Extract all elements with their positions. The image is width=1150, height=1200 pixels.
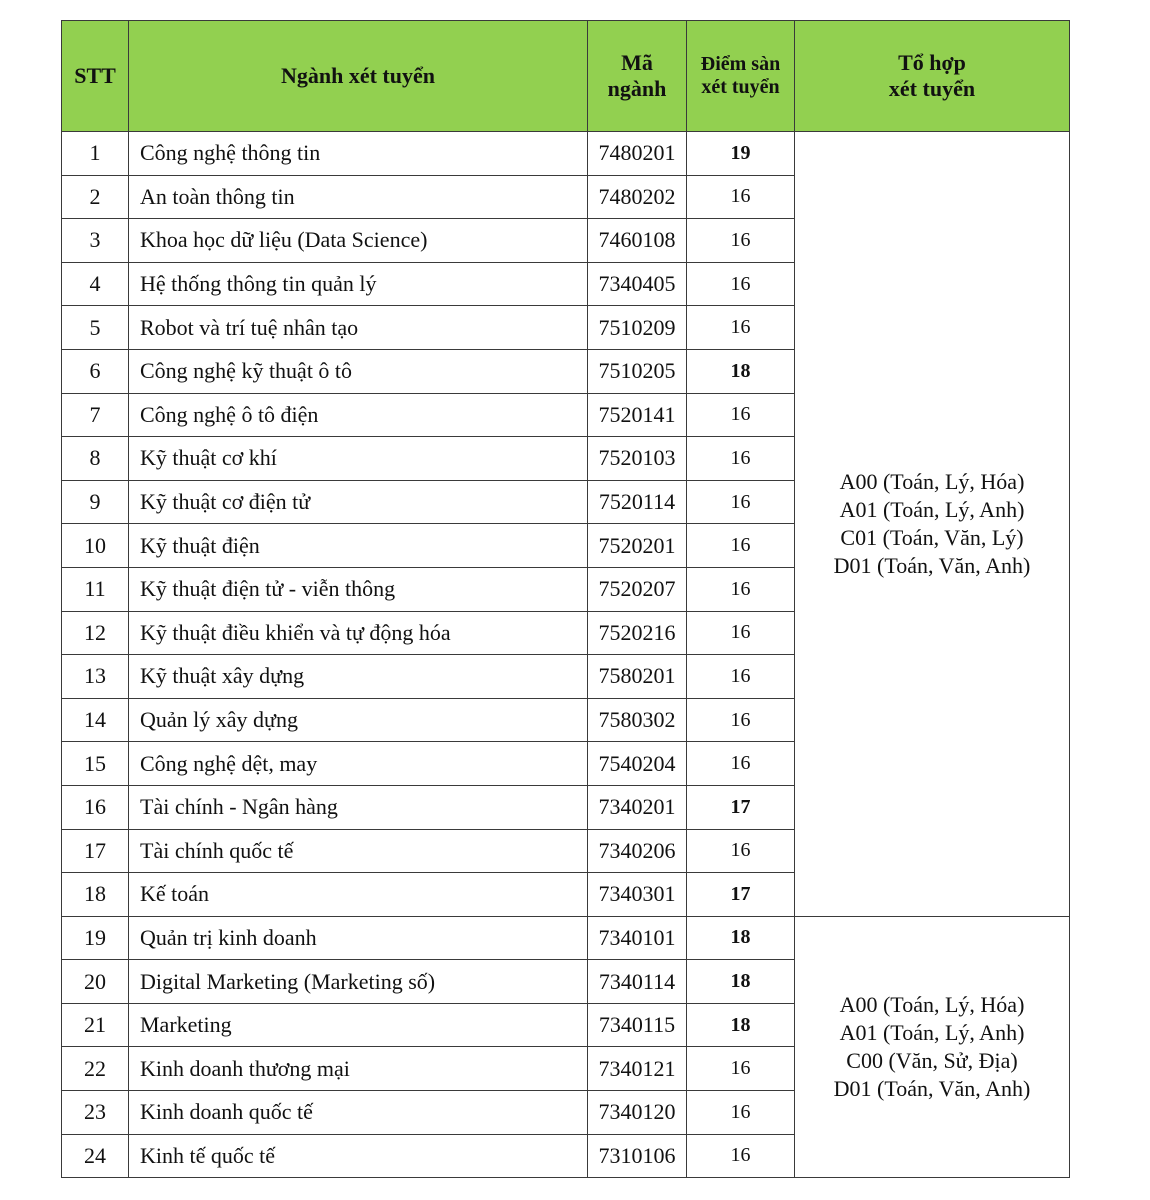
header-major: Ngành xét tuyển <box>129 21 588 132</box>
stt-cell: 4 <box>62 262 129 306</box>
combo-line: A01 (Toán, Lý, Anh) <box>839 1019 1025 1045</box>
stt-cell: 9 <box>62 480 129 524</box>
score-cell: 16 <box>687 1134 795 1178</box>
combo-line: A00 (Toán, Lý, Hóa) <box>839 991 1025 1017</box>
score-cell: 16 <box>687 829 795 873</box>
code-cell: 7340101 <box>588 916 687 960</box>
major-cell: Tài chính - Ngân hàng <box>129 785 588 829</box>
major-cell: Kỹ thuật cơ khí <box>129 437 588 481</box>
major-cell: Công nghệ ô tô điện <box>129 393 588 437</box>
stt-cell: 2 <box>62 175 129 219</box>
score-cell: 16 <box>687 219 795 263</box>
stt-cell: 17 <box>62 829 129 873</box>
code-cell: 7480202 <box>588 175 687 219</box>
stt-cell: 21 <box>62 1003 129 1047</box>
score-cell: 16 <box>687 175 795 219</box>
code-cell: 7520114 <box>588 480 687 524</box>
code-cell: 7340301 <box>588 873 687 917</box>
score-cell: 18 <box>687 960 795 1004</box>
major-cell: Kinh tế quốc tế <box>129 1134 588 1178</box>
header-combo <box>795 21 1070 132</box>
header-score <box>687 21 795 132</box>
stt-cell: 13 <box>62 655 129 699</box>
score-cell: 16 <box>687 262 795 306</box>
header-code <box>588 21 687 132</box>
code-cell: 7340201 <box>588 785 687 829</box>
code-cell: 7520216 <box>588 611 687 655</box>
code-cell: 7510209 <box>588 306 687 350</box>
major-cell: Quản lý xây dựng <box>129 698 588 742</box>
combo-cell <box>795 916 1070 1178</box>
admissions-table <box>61 20 1070 1178</box>
score-cell: 16 <box>687 655 795 699</box>
major-cell: Marketing <box>129 1003 588 1047</box>
major-cell: Robot và trí tuệ nhân tạo <box>129 306 588 350</box>
combo-line: D01 (Toán, Văn, Anh) <box>833 552 1031 578</box>
score-cell: 19 <box>687 132 795 176</box>
code-cell: 7340121 <box>588 1047 687 1091</box>
code-cell: 7520201 <box>588 524 687 568</box>
major-cell: Kỹ thuật cơ điện tử <box>129 480 588 524</box>
score-cell: 18 <box>687 916 795 960</box>
header-row <box>62 21 1070 132</box>
header-code-line: ngành <box>607 76 667 101</box>
combo-line: A01 (Toán, Lý, Anh) <box>839 496 1025 522</box>
code-cell: 7480201 <box>588 132 687 176</box>
score-cell: 16 <box>687 1091 795 1135</box>
major-cell: Công nghệ thông tin <box>129 132 588 176</box>
major-cell: Kinh doanh quốc tế <box>129 1091 588 1135</box>
score-cell: 16 <box>687 480 795 524</box>
major-cell: Kỹ thuật điện <box>129 524 588 568</box>
score-cell: 16 <box>687 393 795 437</box>
score-cell: 17 <box>687 785 795 829</box>
major-cell: Digital Marketing (Marketing số) <box>129 960 588 1004</box>
code-cell: 7340405 <box>588 262 687 306</box>
major-cell: Công nghệ kỹ thuật ô tô <box>129 349 588 393</box>
major-cell: Quản trị kinh doanh <box>129 916 588 960</box>
stt-cell: 6 <box>62 349 129 393</box>
code-cell: 7580302 <box>588 698 687 742</box>
score-cell: 16 <box>687 524 795 568</box>
major-cell: Kỹ thuật xây dựng <box>129 655 588 699</box>
major-cell: Tài chính quốc tế <box>129 829 588 873</box>
stt-cell: 7 <box>62 393 129 437</box>
table-body <box>62 132 1070 1178</box>
header-score-line: xét tuyển <box>701 76 780 98</box>
table-row <box>62 132 1070 176</box>
combo-line: C01 (Toán, Văn, Lý) <box>840 524 1024 550</box>
code-cell: 7310106 <box>588 1134 687 1178</box>
stt-cell: 12 <box>62 611 129 655</box>
header-combo-line: xét tuyển <box>888 76 976 101</box>
major-cell: Kỹ thuật điện tử - viễn thông <box>129 567 588 611</box>
stt-cell: 10 <box>62 524 129 568</box>
stt-cell: 8 <box>62 437 129 481</box>
stt-cell: 14 <box>62 698 129 742</box>
code-cell: 7520207 <box>588 567 687 611</box>
score-cell: 18 <box>687 1003 795 1047</box>
score-cell: 16 <box>687 437 795 481</box>
stt-cell: 15 <box>62 742 129 786</box>
score-cell: 16 <box>687 742 795 786</box>
header-stt: STT <box>62 21 129 132</box>
code-cell: 7340115 <box>588 1003 687 1047</box>
header-score-line: Điểm sàn <box>700 53 781 75</box>
code-cell: 7520103 <box>588 437 687 481</box>
score-cell: 18 <box>687 349 795 393</box>
stt-cell: 1 <box>62 132 129 176</box>
major-cell: Kỹ thuật điều khiển và tự động hóa <box>129 611 588 655</box>
stt-cell: 5 <box>62 306 129 350</box>
header-combo-line: Tổ hợp <box>898 50 966 75</box>
score-cell: 17 <box>687 873 795 917</box>
code-cell: 7510205 <box>588 349 687 393</box>
score-cell: 16 <box>687 611 795 655</box>
stt-cell: 24 <box>62 1134 129 1178</box>
code-cell: 7340120 <box>588 1091 687 1135</box>
table-header <box>62 21 1070 132</box>
major-cell: An toàn thông tin <box>129 175 588 219</box>
score-cell: 16 <box>687 567 795 611</box>
major-cell: Hệ thống thông tin quản lý <box>129 262 588 306</box>
score-cell: 16 <box>687 306 795 350</box>
stt-cell: 23 <box>62 1091 129 1135</box>
code-cell: 7520141 <box>588 393 687 437</box>
code-cell: 7540204 <box>588 742 687 786</box>
combo-line: A00 (Toán, Lý, Hóa) <box>839 468 1025 494</box>
major-cell: Công nghệ dệt, may <box>129 742 588 786</box>
combo-line: D01 (Toán, Văn, Anh) <box>833 1075 1031 1101</box>
stt-cell: 20 <box>62 960 129 1004</box>
stt-cell: 19 <box>62 916 129 960</box>
stt-cell: 16 <box>62 785 129 829</box>
table-row <box>62 916 1070 960</box>
code-cell: 7580201 <box>588 655 687 699</box>
score-cell: 16 <box>687 1047 795 1091</box>
score-cell: 16 <box>687 698 795 742</box>
code-cell: 7340114 <box>588 960 687 1004</box>
stt-cell: 22 <box>62 1047 129 1091</box>
combo-line: C00 (Văn, Sử, Địa) <box>846 1047 1018 1073</box>
code-cell: 7340206 <box>588 829 687 873</box>
combo-cell <box>795 132 1070 917</box>
stt-cell: 18 <box>62 873 129 917</box>
stt-cell: 3 <box>62 219 129 263</box>
stt-cell: 11 <box>62 567 129 611</box>
header-code-line: Mã <box>621 50 653 75</box>
major-cell: Kinh doanh thương mại <box>129 1047 588 1091</box>
code-cell: 7460108 <box>588 219 687 263</box>
major-cell: Khoa học dữ liệu (Data Science) <box>129 219 588 263</box>
major-cell: Kế toán <box>129 873 588 917</box>
